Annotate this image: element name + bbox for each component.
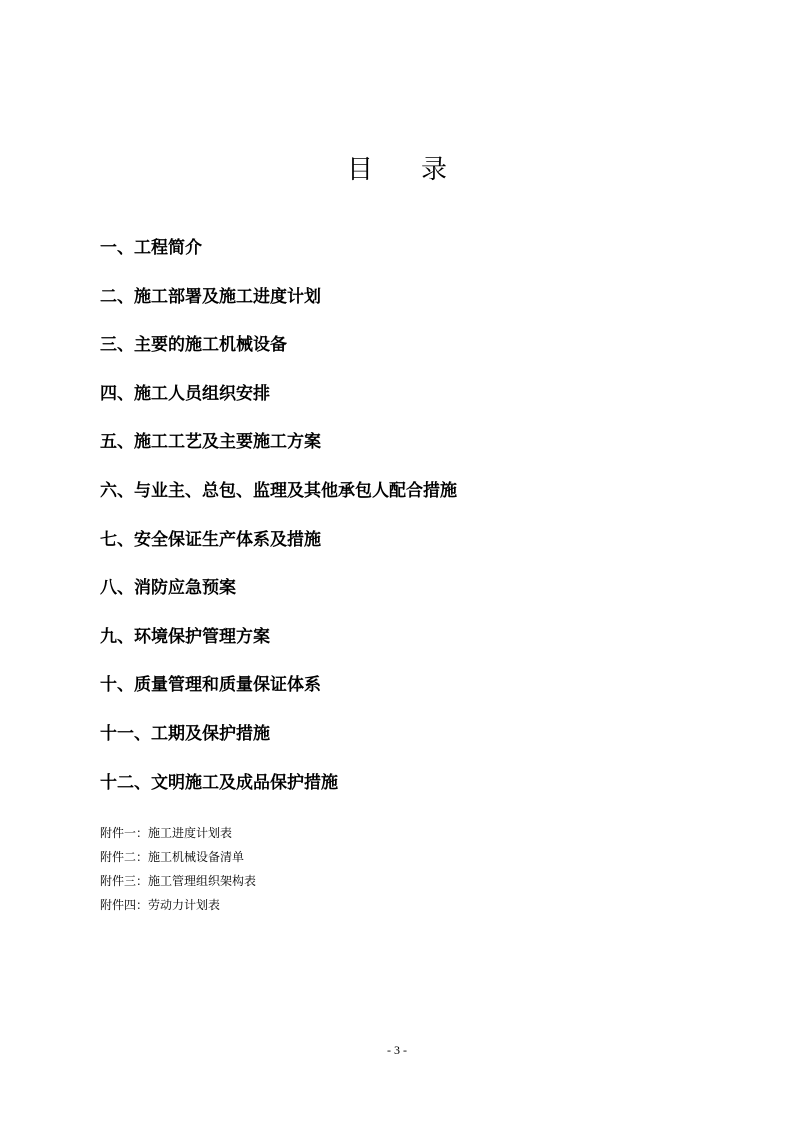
attachment-item-4: 附件四：劳动力计划表 [100, 898, 221, 912]
toc-item-8: 八、消防应急预案 [100, 578, 236, 599]
toc-item-12: 十二、文明施工及成品保护措施 [100, 772, 338, 793]
attachment-item-1: 附件一：施工进度计划表 [100, 826, 233, 840]
page-title: 目录 [346, 155, 495, 185]
attachment-item-2: 附件二：施工机械设备清单 [100, 850, 245, 864]
toc-item-3: 三、主要的施工机械设备 [100, 335, 287, 356]
toc-item-1: 一、工程简介 [100, 238, 202, 258]
toc-item-2: 二、施工部署及施工进度计划 [100, 286, 321, 307]
toc-item-6: 六、与业主、总包、监理及其他承包人配合措施 [100, 480, 457, 501]
toc-item-4: 四、施工人员组织安排 [100, 383, 270, 404]
toc-item-11: 十一、工期及保护措施 [100, 723, 270, 744]
attachment-list [100, 824, 256, 920]
toc-item-5: 五、施工工艺及主要施工方案 [100, 432, 321, 453]
toc-item-10: 十、质量管理和质量保证体系 [100, 675, 321, 696]
toc-item-9: 九、环境保护管理方案 [100, 626, 270, 647]
attachment-item-3: 附件三：施工管理组织架构表 [100, 874, 257, 888]
page-number: - 3 - [387, 1043, 407, 1057]
toc-item-7: 七、安全保证生产体系及措施 [100, 529, 321, 550]
table-of-contents [100, 235, 457, 818]
